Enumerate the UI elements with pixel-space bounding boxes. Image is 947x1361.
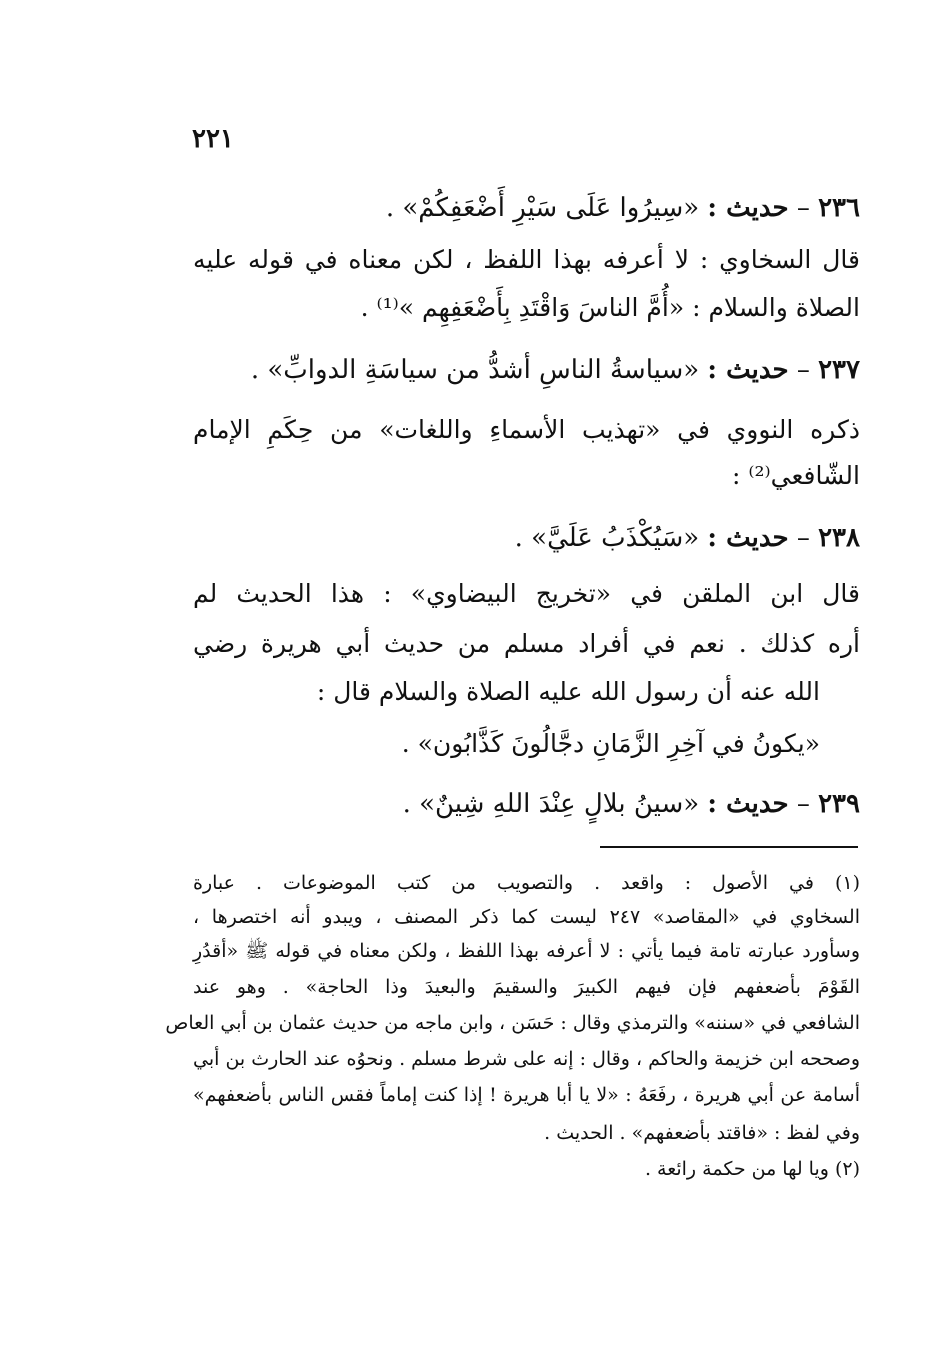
body-line: قال ابن الملقن في «تخريج البيضاوي» : هذا الحديث لم bbox=[193, 579, 860, 608]
body-line: أره كذلك . نعم في أفراد مسلم من حديث أبي هريرة رضي bbox=[193, 629, 860, 658]
footnote-line: (١) في الأصول : واقعد . والتصويب من كتب الموضوعات . عبارة bbox=[193, 872, 860, 894]
footnote-line: وسأورد عبارته تامة فيما يأتي : لا أعرفه بهذا اللفظ ، ولكن معناه في قوله ﷺ «أقدُرِ bbox=[193, 940, 860, 962]
dash: – bbox=[796, 523, 810, 553]
hadith-number: ٢٣٩ bbox=[818, 789, 860, 819]
hadith-text: «سينُ بلالٍ عِنْدَ اللهِ شِينٌ» . bbox=[402, 789, 700, 819]
footnote-line: وصححه ابن خزيمة والحاكم ، وقال : إنه على شرط مسلم . ونحوُه عند الحارث بن أبي bbox=[193, 1048, 860, 1070]
hadith-text: «سَيُكْذَبُ عَلَيَّ» . bbox=[514, 523, 700, 553]
page-number: ٢٢١ bbox=[192, 124, 234, 154]
hadith-keyword: حديث : bbox=[707, 523, 789, 553]
hadith-keyword: حديث : bbox=[707, 193, 789, 223]
hadith-keyword: حديث : bbox=[707, 789, 789, 819]
hadith-heading-238 bbox=[515, 520, 860, 556]
footnote-line: السخاوي في «المقاصد» ٢٤٧ ليست كما ذكر المصنف ، ويبدو أنه اختصرها ، bbox=[193, 906, 860, 928]
footnote-line: أسامة عن أبي هريرة ، رفَعَهُ : «لا يا أبا هريرة ! إذا كنت إماماً فقس الناس بأضعفهم» bbox=[193, 1084, 860, 1106]
footnote-line: الشافعي في «سننه» والترمذي وقال : حَسَن ، وابن ماجه من حديث عثمان بن أبي العاص bbox=[165, 1012, 860, 1034]
body-line: الشّافعي⁽²⁾ : bbox=[731, 461, 860, 490]
hadith-keyword: حديث : bbox=[707, 355, 789, 385]
hadith-heading-239 bbox=[403, 786, 860, 822]
dash: – bbox=[796, 355, 810, 385]
hadith-number: ٢٣٧ bbox=[818, 355, 860, 385]
footnote-line: وفي لفظ : «فاقتد بأضعفهم» . الحديث . bbox=[544, 1122, 860, 1144]
body-line: قال السخاوي : لا أعرفه بهذا اللفظ ، لكن معناه في قوله عليه bbox=[193, 245, 860, 274]
footnote-line: (٢) ويا لها من حكمة رائعة . bbox=[644, 1158, 860, 1180]
body-line: ذكره النووي في «تهذيب الأسماءِ واللغات» من حِكَمِ الإمام bbox=[193, 415, 860, 444]
body-line: الله عنه أن رسول الله عليه الصلاة والسلام قال : bbox=[316, 677, 820, 706]
hadith-heading-236 bbox=[386, 190, 860, 226]
quoted-hadith: «يكونُ في آخِرِ الزَّمَانِ دجَّالُونَ كَذَّابُون» . bbox=[401, 729, 820, 758]
hadith-text: «سياسةُ الناسِ أشدُّ من سياسَةِ الدوابِّ» . bbox=[250, 355, 700, 385]
hadith-number: ٢٣٨ bbox=[818, 523, 860, 553]
dash: – bbox=[796, 789, 810, 819]
body-line: الصلاة والسلام : «أُمَّ الناسَ وَاقْتَدِ بِأَضْعَفِهِم »⁽¹⁾ . bbox=[360, 293, 860, 322]
hadith-text: «سِيرُوا عَلَى سَيْرِ أَضْعَفِكُمْ» . bbox=[385, 193, 700, 223]
dash: – bbox=[796, 193, 810, 223]
hadith-heading-237 bbox=[251, 352, 860, 388]
footnote-line: القَوْمَ بأضعفهم فإن فيهم الكبيرَ والسقيمَ والبعيدَ وذا الحاجة» . وهو عند bbox=[193, 976, 860, 998]
hadith-number: ٢٣٦ bbox=[818, 193, 860, 223]
footnote-separator bbox=[600, 846, 858, 848]
